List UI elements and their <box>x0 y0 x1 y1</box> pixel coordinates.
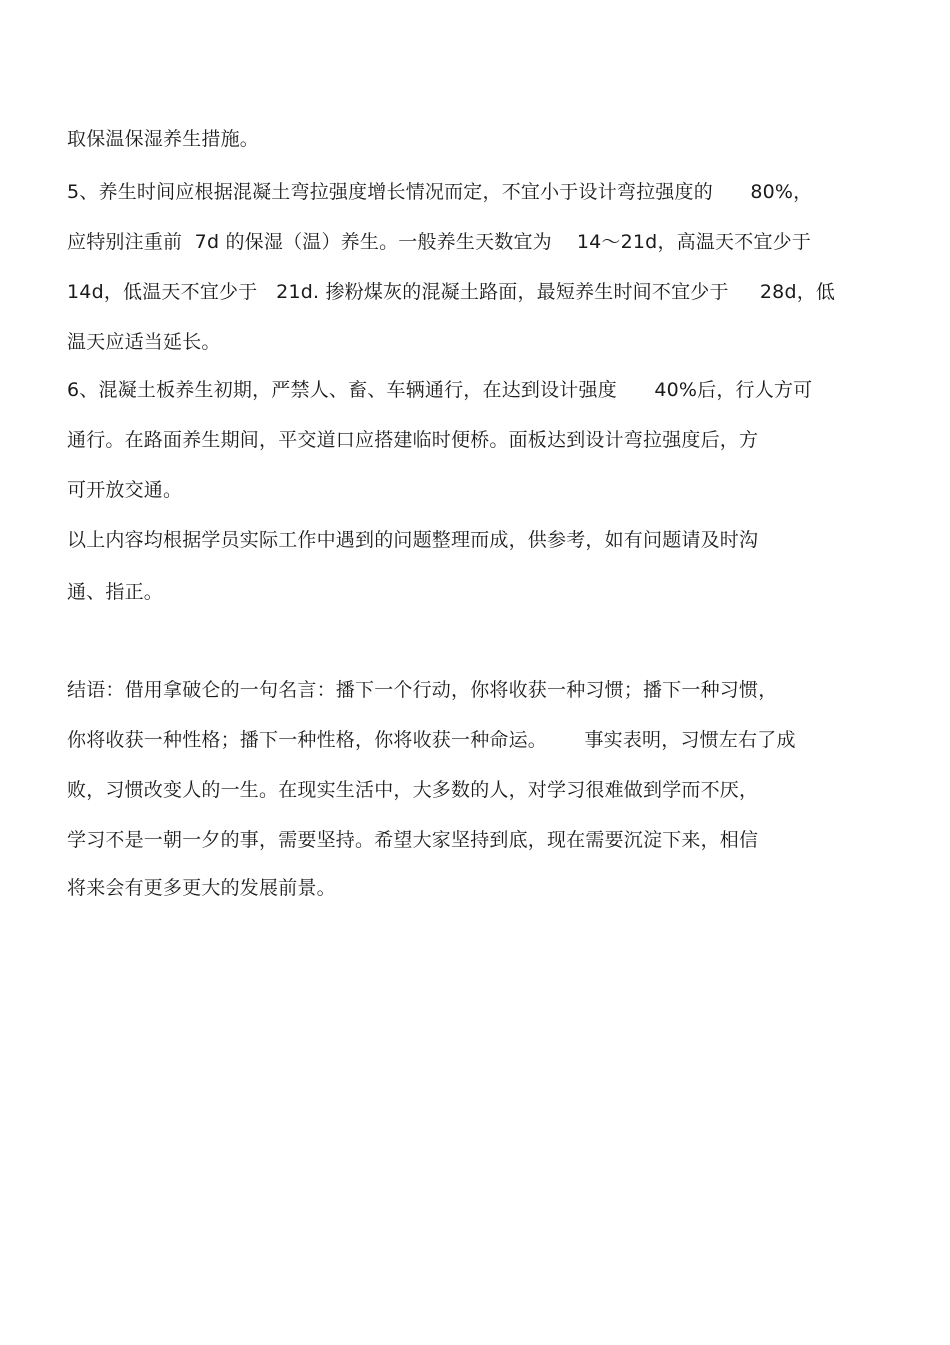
text-line: 你将收获一种性格；播下一种性格，你将收获一种命运。 事实表明，习惯左右了成 <box>67 729 796 751</box>
text-line: 结语：借用拿破仑的一句名言：播下一个行动，你将收获一种习惯；播下一种习惯， <box>67 679 778 701</box>
text-line: 可开放交通。 <box>67 479 183 501</box>
text-line: 以上内容均根据学员实际工作中遇到的问题整理而成，供参考，如有问题请及时沟 <box>67 529 759 551</box>
text-line: 14d，低温天不宜少于 21d. 掺粉煤灰的混凝土路面，最短养生时间不宜少于 28d，低 <box>67 281 836 303</box>
text-line: 6、混凝土板养生初期，严禁人、畜、车辆通行，在达到设计强度 40%后，行人方可 <box>67 379 813 401</box>
text-line: 应特别注重前 7d 的保湿（温）养生。一般养生天数宜为 14～21d，高温天不宜少于 <box>67 231 812 253</box>
text-line: 学习不是一朝一夕的事，需要坚持。希望大家坚持到底，现在需要沉淀下来，相信 <box>67 829 759 851</box>
text-line: 通、指正。 <box>67 581 164 603</box>
text-line: 将来会有更多更大的发展前景。 <box>67 877 336 899</box>
text-line: 5、养生时间应根据混凝土弯拉强度增长情况而定，不宜小于设计弯拉强度的 80%， <box>67 181 813 203</box>
text-line: 取保温保湿养生措施。 <box>67 128 260 150</box>
text-line: 通行。在路面养生期间，平交道口应搭建临时便桥。面板达到设计弯拉强度后，方 <box>67 429 759 451</box>
text-line: 败，习惯改变人的一生。在现实生活中，大多数的人，对学习很难做到学而不厌， <box>67 779 759 801</box>
text-line: 温天应适当延长。 <box>67 331 221 353</box>
